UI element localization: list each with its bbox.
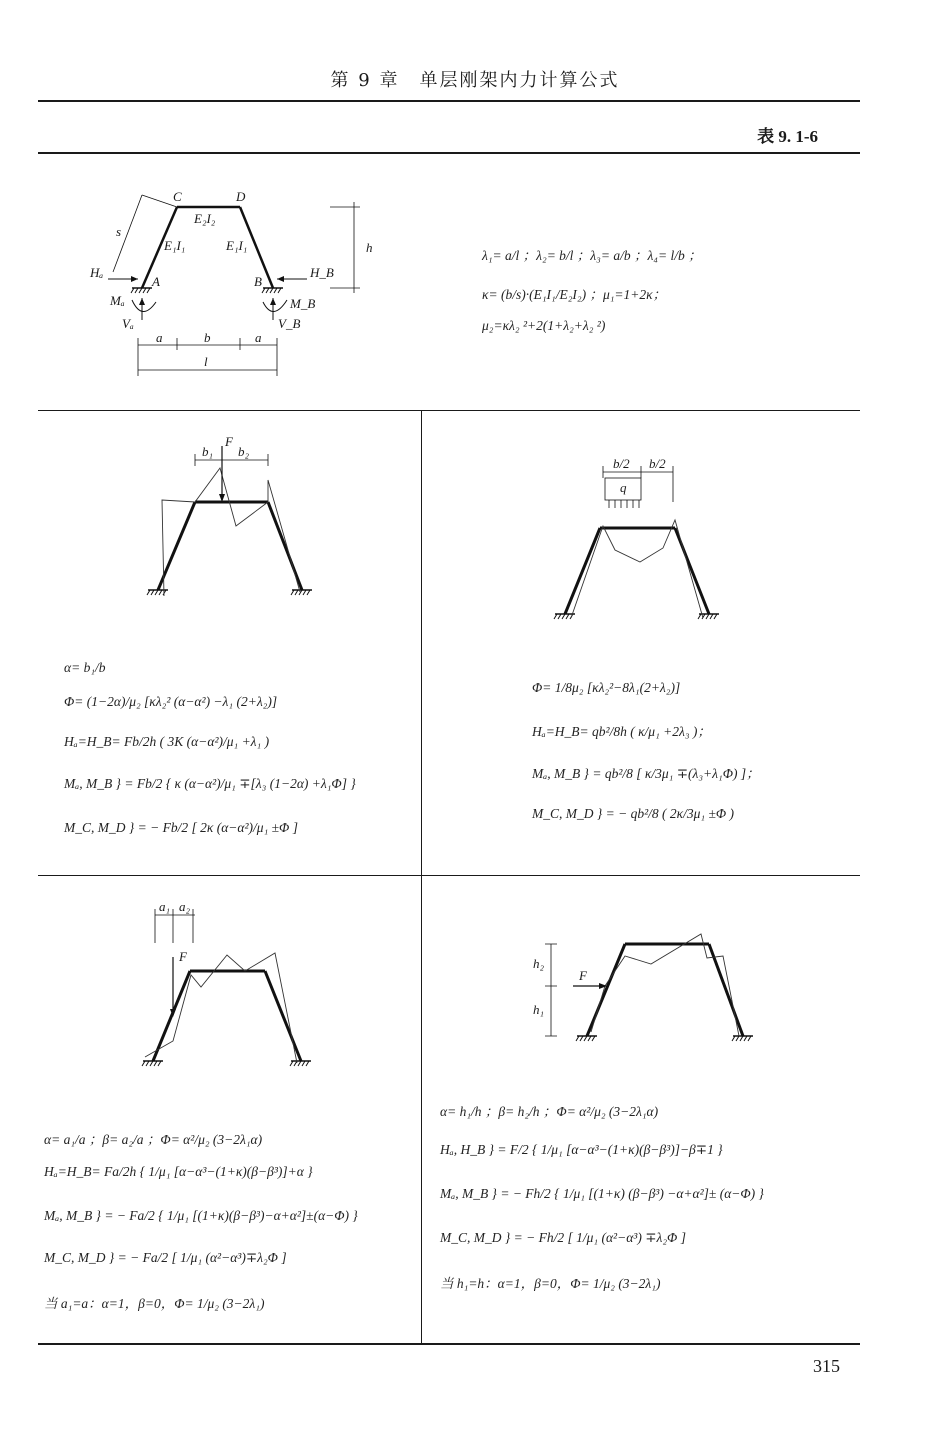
case2-label-b-half-right: b/2: [649, 456, 666, 471]
label-l: l: [204, 354, 208, 369]
case2-formula-MA-MB: Mₐ, M_B } = qb²/8 [ κ/3μ₁ ∓(λ₃+λ₁Φ) ]；: [532, 766, 760, 781]
case1-label-b1: b₁: [202, 444, 214, 459]
label-VA: Vₐ: [122, 316, 134, 331]
case1-formula-phi: Φ= (1−2α)/μ₂ [κλ₂² (α−α²) −λ₁ (2+λ₂)]: [64, 694, 278, 709]
case1-formula-MA-MB: Mₐ, M_B } = Fb/2 { κ (α−α²)/μ₁ ∓[λ₃ (1−2α) +λ₁Φ] }: [64, 776, 356, 791]
page-number: 315: [813, 1356, 840, 1376]
label-s: s: [116, 224, 122, 239]
label-C: C: [173, 189, 182, 204]
case4-formula-MC-MD: M_C, M_D } = − Fh/2 [ 1/μ₁ (α²−α³) ∓λ₂Φ ]: [440, 1230, 686, 1245]
case1-formula-H: Hₐ=H_B= Fb/2h ( 3K (α−α²)/μ₁ +λ₁ ): [64, 734, 270, 749]
case4-diagram: [525, 930, 765, 1050]
case3-formula-special: 当 a₁=a：α=1，β=0，Φ= 1/μ₂ (3−2λ₁): [44, 1296, 265, 1311]
case1-label-F: F: [225, 434, 233, 449]
case3-label-F: F: [179, 949, 187, 964]
label-E2I2: E₂I₂: [194, 211, 216, 226]
header-rule: [38, 100, 860, 102]
label-a-left: a: [156, 330, 163, 345]
case4-formula-alpha-beta: α= h₁/h ；β= h₂/h ；Φ= α²/μ₂ (3−2λ₁α): [440, 1104, 659, 1119]
case3-formula-H: Hₐ=H_B= Fa/2h { 1/μ₁ [α−α³−(1+κ)(β−β³)]+α }: [44, 1164, 313, 1179]
case1-diagram: [140, 430, 340, 600]
case3-diagram: [135, 895, 335, 1075]
label-MB: M_B: [290, 296, 316, 311]
case3-label-a2: a₂: [179, 899, 191, 914]
row-divider-1: [38, 410, 860, 411]
chapter-title: 第 9 章 单层刚架内力计算公式: [330, 70, 620, 91]
case4-formula-MA-MB: Mₐ, M_B } = − Fh/2 { 1/μ₁ [(1+κ) (β−β³) −α+α²]± (α−Φ) }: [440, 1186, 764, 1201]
case3-formula-alpha-beta: α= a₁/a ；β= a₂/a ；Φ= α²/μ₂ (3−2λ₁α): [44, 1132, 263, 1147]
column-divider: [421, 410, 422, 1343]
case2-label-q: q: [620, 480, 627, 495]
case3-formula-MC-MD: M_C, M_D } = − Fa/2 [ 1/μ₁ (α²−α³)∓λ₂Φ ]: [44, 1250, 287, 1265]
case1-formula-MC-MD: M_C, M_D } = − Fb/2 [ 2κ (α−α²)/μ₁ ±Φ ]: [64, 820, 298, 835]
case2-formula-phi: Φ= 1/8μ₂ [κλ₂²−8λ₁(2+λ₂)]: [532, 680, 681, 695]
label-VB: V_B: [278, 316, 301, 331]
label-b: b: [204, 330, 211, 345]
label-E1I1-left: E₁I₁: [164, 238, 186, 253]
table-number: 表 9. 1-6: [757, 127, 818, 146]
label-A: A: [152, 274, 160, 289]
case4-label-h1: h₁: [533, 1002, 545, 1017]
case4-label-h2: h₂: [533, 956, 545, 971]
case1-label-b2: b₂: [238, 444, 250, 459]
table-bottom-rule: [38, 1343, 860, 1345]
label-a-right: a: [255, 330, 262, 345]
label-MA: Mₐ: [110, 293, 125, 308]
case3-label-a1: a₁: [159, 899, 171, 914]
case1-formula-alpha: α= b₁/b: [64, 660, 106, 675]
row-divider-2: [38, 875, 860, 876]
table-top-rule: [38, 152, 860, 154]
case2-formula-H: Hₐ=H_B= qb²/8h ( κ/μ₁ +2λ₃ )；: [532, 724, 711, 739]
label-HB: H_B: [310, 265, 334, 280]
label-HA: Hₐ: [90, 265, 104, 280]
case3-formula-MA-MB: Mₐ, M_B } = − Fa/2 { 1/μ₁ [(1+κ)(β−β³)−α+α²]±(α−Φ) }: [44, 1208, 358, 1223]
top-formula-mu2: μ₂=κλ₂ ²+2(1+λ₂+λ₂ ²): [482, 318, 606, 333]
frame-geometry-diagram: [80, 180, 460, 390]
case2-label-b-half-left: b/2: [613, 456, 630, 471]
case4-label-F: F: [579, 968, 587, 983]
label-E1I1-right: E₁I₁: [226, 238, 248, 253]
case4-formula-H: Hₐ, H_B } = F/2 { 1/μ₁ [α−α³−(1+κ)(β−β³)]−β∓1 }: [440, 1142, 723, 1157]
label-h: h: [366, 240, 373, 255]
label-B: B: [254, 274, 262, 289]
case2-formula-MC-MD: M_C, M_D } = − qb²/8 ( 2κ/3μ₁ ±Φ ): [532, 806, 735, 821]
top-formula-kappa: κ= (b/s)·(E₁I₁/E₂I₂) ；μ₁=1+2κ；: [482, 287, 667, 302]
top-formula-lambda: λ₁= a/l ；λ₂= b/l ；λ₃= a/b ；λ₄= l/b ；: [482, 248, 702, 263]
label-D: D: [236, 189, 246, 204]
case4-formula-special: 当 h₁=h：α=1，β=0，Φ= 1/μ₂ (3−2λ₁): [440, 1276, 661, 1291]
case2-diagram: [545, 450, 745, 630]
